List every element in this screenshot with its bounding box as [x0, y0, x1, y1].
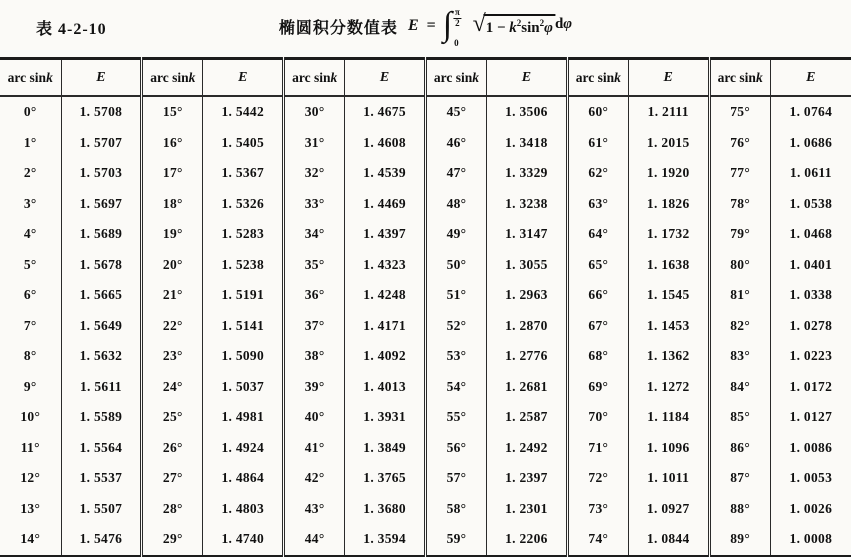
angle-cell: 60° [567, 96, 628, 128]
integral-symbol: ∫ $\frac{\pi}{2}$ 0 [442, 6, 460, 48]
angle-cell: 6° [23, 287, 37, 303]
e-value-cell: 1. 5326 [203, 189, 284, 220]
e-value-cell: 1. 5697 [61, 189, 142, 220]
angle-cell: 13° [20, 500, 41, 516]
angle-cell: 57° [425, 463, 486, 494]
e-value-cell: 1. 0844 [628, 524, 709, 556]
e-value-cell: 1. 5507 [61, 494, 142, 525]
angle-cell: 33° [284, 189, 345, 220]
angle-cell: 40° [284, 402, 345, 433]
elliptic-integral-table [0, 57, 851, 557]
angle-cell: 42° [284, 463, 345, 494]
e-value-cell: 1. 5649 [61, 311, 142, 342]
e-value-cell: 1. 5537 [61, 463, 142, 494]
angle-cell: 78° [709, 189, 770, 220]
angle-cell: 67° [567, 311, 628, 342]
e-value-cell: 1. 3594 [345, 524, 426, 556]
angle-cell: 8° [23, 348, 37, 364]
angle-cell: 29° [142, 524, 203, 556]
e-value-cell: 1. 4981 [203, 402, 284, 433]
angle-cell: 17° [142, 158, 203, 189]
angle-cell: 51° [425, 280, 486, 311]
angle-cell: 41° [284, 433, 345, 464]
e-value-cell: 1. 5090 [203, 341, 284, 372]
e-value-cell: 1. 3418 [486, 128, 567, 159]
angle-cell: 52° [425, 311, 486, 342]
e-value-cell: 1. 5632 [61, 341, 142, 372]
angle-cell: 75° [709, 96, 770, 128]
angle-cell: 47° [425, 158, 486, 189]
col-header-E: E [628, 59, 709, 97]
table-row [0, 494, 851, 525]
table-row [0, 219, 851, 250]
col-header-arc-sin-k: arc sink [0, 59, 61, 97]
angle-cell: 39° [284, 372, 345, 403]
angle-cell: 71° [567, 433, 628, 464]
angle-cell: 44° [284, 524, 345, 556]
e-value-cell: 1. 2492 [486, 433, 567, 464]
angle-cell: 3° [23, 195, 37, 211]
e-value-cell: 1. 5238 [203, 250, 284, 281]
angle-cell: 24° [142, 372, 203, 403]
angle-cell: 36° [284, 280, 345, 311]
angle-cell: 38° [284, 341, 345, 372]
angle-cell: 87° [709, 463, 770, 494]
e-value-cell: 1. 4539 [345, 158, 426, 189]
angle-cell: 5° [23, 256, 37, 272]
angle-cell: 63° [567, 189, 628, 220]
angle-cell: 84° [709, 372, 770, 403]
angle-cell: 81° [709, 280, 770, 311]
e-value-cell: 1. 4608 [345, 128, 426, 159]
differential: dφ [554, 16, 573, 32]
angle-cell: 79° [709, 219, 770, 250]
angle-cell: 66° [567, 280, 628, 311]
angle-cell: 59° [425, 524, 486, 556]
angle-cell: 16° [142, 128, 203, 159]
angle-cell: 49° [425, 219, 486, 250]
angle-cell: 45° [425, 96, 486, 128]
angle-cell: 68° [567, 341, 628, 372]
e-value-cell: 1. 5708 [61, 96, 142, 128]
e-value-cell: 1. 2587 [486, 402, 567, 433]
angle-cell: 11° [20, 439, 40, 455]
e-value-cell: 1. 1011 [628, 463, 709, 494]
header-row [0, 59, 851, 97]
e-value-cell: 1. 5442 [203, 96, 284, 128]
angle-cell: 83° [709, 341, 770, 372]
angle-cell: 28° [142, 494, 203, 525]
col-header-arc-sin-k: arc sink [142, 59, 203, 97]
radical-expression [472, 11, 573, 38]
e-value-cell: 1. 4013 [345, 372, 426, 403]
e-value-cell: 1. 5191 [203, 280, 284, 311]
col-header-arc-sin-k: arc sink [567, 59, 628, 97]
table-row [0, 433, 851, 464]
angle-cell: 43° [284, 494, 345, 525]
angle-cell: 0° [23, 104, 37, 120]
e-value-cell: 1. 5665 [61, 280, 142, 311]
e-value-cell: 1. 1184 [628, 402, 709, 433]
angle-cell: 1° [23, 134, 37, 150]
angle-cell: 69° [567, 372, 628, 403]
e-value-cell: 1. 1272 [628, 372, 709, 403]
angle-cell: 88° [709, 494, 770, 525]
table-row [0, 250, 851, 281]
e-value-cell: 1. 0223 [770, 341, 851, 372]
e-value-cell: 1. 0611 [770, 158, 851, 189]
angle-cell: 32° [284, 158, 345, 189]
angle-cell: 4° [23, 226, 37, 242]
angle-cell: 18° [142, 189, 203, 220]
e-value-cell: 1. 5703 [61, 158, 142, 189]
e-value-cell: 1. 4864 [203, 463, 284, 494]
angle-cell: 22° [142, 311, 203, 342]
e-value-cell: 1. 0278 [770, 311, 851, 342]
col-header-arc-sin-k: arc sink [425, 59, 486, 97]
e-value-cell: 1. 3329 [486, 158, 567, 189]
angle-cell: 80° [709, 250, 770, 281]
angle-cell: 58° [425, 494, 486, 525]
angle-cell: 19° [142, 219, 203, 250]
angle-cell: 14° [20, 531, 41, 547]
e-value-cell: 1. 2015 [628, 128, 709, 159]
col-header-E: E [345, 59, 426, 97]
e-value-cell: 1. 2870 [486, 311, 567, 342]
e-value-cell: 1. 4469 [345, 189, 426, 220]
angle-cell: 86° [709, 433, 770, 464]
table-row [0, 311, 851, 342]
angle-cell: 50° [425, 250, 486, 281]
e-value-cell: 1. 5405 [203, 128, 284, 159]
e-value-cell: 1. 0053 [770, 463, 851, 494]
e-value-cell: 1. 0086 [770, 433, 851, 464]
e-value-cell: 1. 5611 [61, 372, 142, 403]
e-value-cell: 1. 2111 [628, 96, 709, 128]
angle-cell: 74° [567, 524, 628, 556]
angle-cell: 70° [567, 402, 628, 433]
angle-cell: 61° [567, 128, 628, 159]
angle-cell: 65° [567, 250, 628, 281]
e-value-cell: 1. 3765 [345, 463, 426, 494]
title-text: 椭圆积分数值表 [278, 19, 398, 37]
e-value-cell: 1. 5283 [203, 219, 284, 250]
e-value-cell: 1. 3680 [345, 494, 426, 525]
e-value-cell: 1. 3147 [486, 219, 567, 250]
angle-cell: 64° [567, 219, 628, 250]
e-value-cell: 1. 0008 [770, 524, 851, 556]
angle-cell: 76° [709, 128, 770, 159]
e-value-cell: 1. 0686 [770, 128, 851, 159]
radicand: $1 - k^2\sin^2\varphi$ [484, 14, 555, 37]
e-value-cell: 1. 3238 [486, 189, 567, 220]
angle-cell: 20° [142, 250, 203, 281]
angle-cell: 12° [20, 470, 41, 486]
table-row [0, 463, 851, 494]
angle-cell: 48° [425, 189, 486, 220]
angle-cell: 15° [142, 96, 203, 128]
e-value-cell: 1. 4171 [345, 311, 426, 342]
e-value-cell: 1. 4323 [345, 250, 426, 281]
table-row [0, 280, 851, 311]
table-row [0, 158, 851, 189]
e-value-cell: 1. 5707 [61, 128, 142, 159]
e-value-cell: 1. 3931 [345, 402, 426, 433]
e-value-cell: 1. 0468 [770, 219, 851, 250]
angle-cell: 54° [425, 372, 486, 403]
angle-cell: 25° [142, 402, 203, 433]
e-value-cell: 1. 3506 [486, 96, 567, 128]
angle-cell: 55° [425, 402, 486, 433]
angle-cell: 30° [284, 96, 345, 128]
table-row [0, 402, 851, 433]
angle-cell: 46° [425, 128, 486, 159]
e-value-cell: 1. 1920 [628, 158, 709, 189]
e-value-cell: 1. 2206 [486, 524, 567, 556]
angle-cell: 2° [23, 165, 37, 181]
angle-cell: 10° [20, 409, 41, 425]
e-value-cell: 1. 5678 [61, 250, 142, 281]
e-value-cell: 1. 3055 [486, 250, 567, 281]
angle-cell: 77° [709, 158, 770, 189]
e-value-cell: 1. 2397 [486, 463, 567, 494]
angle-cell: 53° [425, 341, 486, 372]
e-value-cell: 1. 0538 [770, 189, 851, 220]
e-value-cell: 1. 2681 [486, 372, 567, 403]
angle-cell: 21° [142, 280, 203, 311]
e-value-cell: 1. 4740 [203, 524, 284, 556]
angle-cell: 85° [709, 402, 770, 433]
formula-lhs: E [407, 17, 419, 34]
formula-equals: = [426, 17, 436, 34]
col-header-E: E [61, 59, 142, 97]
e-value-cell: 1. 5564 [61, 433, 142, 464]
table-row [0, 128, 851, 159]
angle-cell: 9° [23, 378, 37, 394]
e-value-cell: 1. 5141 [203, 311, 284, 342]
angle-cell: 35° [284, 250, 345, 281]
col-header-E: E [203, 59, 284, 97]
angle-cell: 73° [567, 494, 628, 525]
e-value-cell: 1. 5037 [203, 372, 284, 403]
table-row [0, 341, 851, 372]
sqrt-icon: √ [472, 11, 486, 37]
angle-cell: 37° [284, 311, 345, 342]
table-row [0, 189, 851, 220]
e-value-cell: 1. 0401 [770, 250, 851, 281]
e-value-cell: 1. 0026 [770, 494, 851, 525]
angle-cell: 26° [142, 433, 203, 464]
col-header-arc-sin-k: arc sink [284, 59, 345, 97]
angle-cell: 27° [142, 463, 203, 494]
e-value-cell: 1. 5689 [61, 219, 142, 250]
e-value-cell: 1. 5367 [203, 158, 284, 189]
caption-band [0, 0, 851, 57]
e-value-cell: 1. 3849 [345, 433, 426, 464]
e-value-cell: 1. 0172 [770, 372, 851, 403]
col-header-arc-sin-k: arc sink [709, 59, 770, 97]
e-value-cell: 1. 1545 [628, 280, 709, 311]
e-value-cell: 1. 2963 [486, 280, 567, 311]
table-title-formula [279, 6, 572, 46]
e-value-cell: 1. 4397 [345, 219, 426, 250]
e-value-cell: 1. 0764 [770, 96, 851, 128]
angle-cell: 34° [284, 219, 345, 250]
angle-cell: 56° [425, 433, 486, 464]
col-header-E: E [770, 59, 851, 97]
e-value-cell: 1. 1096 [628, 433, 709, 464]
angle-cell: 82° [709, 311, 770, 342]
e-value-cell: 1. 1638 [628, 250, 709, 281]
angle-cell: 72° [567, 463, 628, 494]
e-value-cell: 1. 5589 [61, 402, 142, 433]
angle-cell: 23° [142, 341, 203, 372]
e-value-cell: 1. 2776 [486, 341, 567, 372]
table-number-label: 表 4-2-10 [36, 21, 107, 38]
table-row [0, 372, 851, 403]
angle-cell: 89° [709, 524, 770, 556]
col-header-E: E [486, 59, 567, 97]
e-value-cell: 1. 2301 [486, 494, 567, 525]
integral-limits [453, 8, 462, 48]
e-value-cell: 1. 1732 [628, 219, 709, 250]
e-value-cell: 1. 4924 [203, 433, 284, 464]
e-value-cell: 1. 1826 [628, 189, 709, 220]
e-value-cell: 1. 1453 [628, 311, 709, 342]
angle-cell: 31° [284, 128, 345, 159]
angle-cell: 7° [23, 317, 37, 333]
e-value-cell: 1. 0338 [770, 280, 851, 311]
e-value-cell: 1. 0127 [770, 402, 851, 433]
e-value-cell: 1. 4675 [345, 96, 426, 128]
angle-cell: 62° [567, 158, 628, 189]
e-value-cell: 1. 1362 [628, 341, 709, 372]
e-value-cell: 1. 4248 [345, 280, 426, 311]
lower-limit: 0 [454, 38, 459, 48]
table-row [0, 96, 851, 128]
upper-limit-fraction: $\frac{\pi}{2}$ [454, 7, 460, 28]
e-value-cell: 1. 4803 [203, 494, 284, 525]
e-value-cell: 1. 4092 [345, 341, 426, 372]
e-value-cell: 1. 5476 [61, 524, 142, 556]
e-value-cell: 1. 0927 [628, 494, 709, 525]
